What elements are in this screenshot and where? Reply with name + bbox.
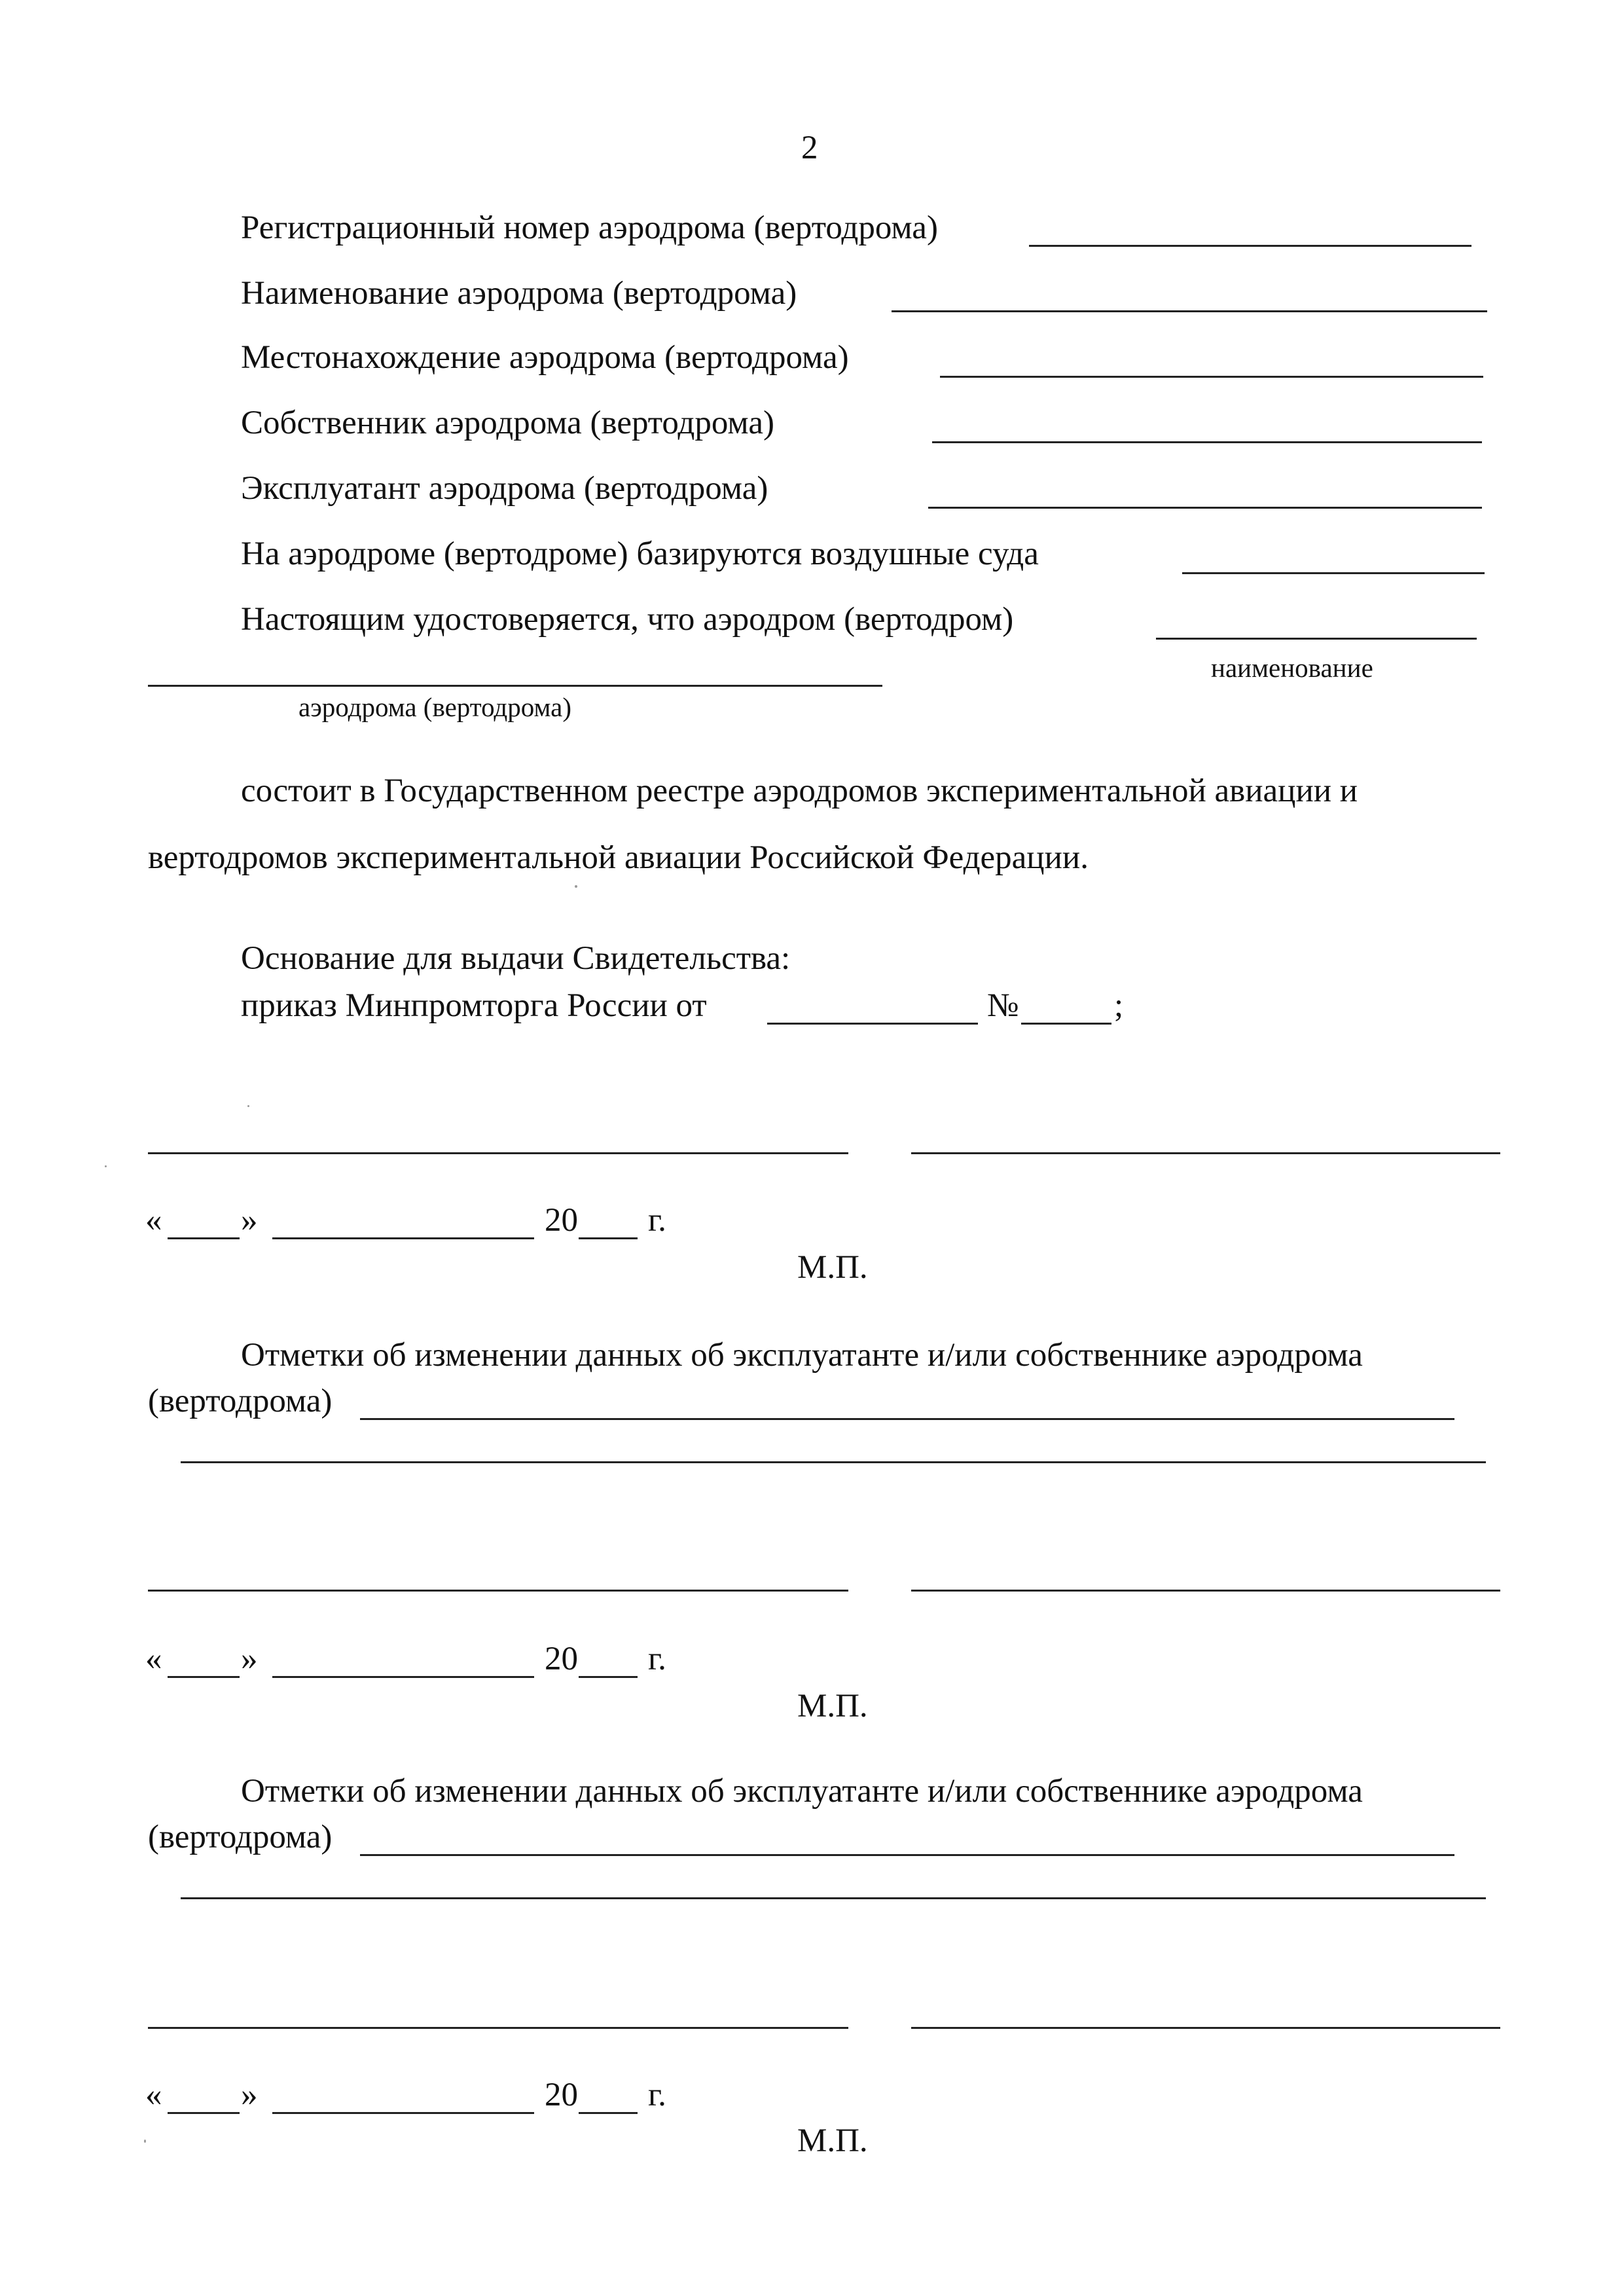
aerodrome-name-label: Наименование аэродрома (вертодрома) — [241, 275, 797, 312]
caption-name: наименование — [1211, 653, 1373, 683]
date-day-field-2[interactable] — [168, 1676, 240, 1678]
caption-aerodrome: аэродрома (вертодрома) — [298, 692, 572, 722]
aerodrome-name-continuation-field[interactable] — [148, 685, 882, 687]
order-date-field[interactable] — [767, 1023, 978, 1025]
date-year-suffix-3: г. — [648, 2077, 666, 2113]
registration-number-field[interactable] — [1029, 245, 1471, 247]
date-day-field-3[interactable] — [168, 2112, 240, 2114]
stamp-label-3: М.П. — [797, 2123, 868, 2159]
changes-cont-1: (вертодрома) — [148, 1383, 333, 1419]
operator-field[interactable] — [928, 507, 1482, 509]
certify-label: Настоящим удостоверяется, что аэродром (вертодром) — [241, 601, 1014, 638]
signature-name-field-2[interactable] — [911, 1590, 1500, 1592]
date-year-prefix-2: 20 — [545, 1641, 578, 1677]
date-year-suffix-2: г. — [648, 1641, 666, 1677]
changes-text-2: Отметки об изменении данных об эксплуатанте и/или собственнике аэродрома — [241, 1773, 1363, 1810]
date-open-quote-1: « — [145, 1202, 162, 1239]
date-open-quote-2: « — [145, 1641, 162, 1677]
date-month-field-2[interactable] — [272, 1676, 534, 1678]
signature-name-field-3[interactable] — [911, 2027, 1500, 2029]
scan-speck — [105, 1165, 107, 1167]
basis-order-label: приказ Минпромторга России от — [241, 987, 707, 1024]
based-aircraft-field[interactable] — [1182, 572, 1485, 574]
number-sign: № — [987, 987, 1019, 1024]
date-open-quote-3: « — [145, 2077, 162, 2113]
location-label: Местонахождение аэродрома (вертодрома) — [241, 339, 849, 376]
scan-speck — [247, 1105, 249, 1107]
changes-field-1a[interactable] — [360, 1418, 1454, 1420]
semicolon: ; — [1114, 987, 1124, 1024]
stamp-label-1: М.П. — [797, 1249, 868, 1286]
date-year-field-2[interactable] — [579, 1676, 638, 1678]
order-number-field[interactable] — [1021, 1023, 1111, 1025]
date-year-suffix-1: г. — [648, 1202, 666, 1239]
basis-title: Основание для выдачи Свидетельства: — [241, 940, 791, 977]
based-aircraft-label: На аэродроме (вертодроме) базируются воздушные суда — [241, 536, 1039, 572]
changes-field-2b[interactable] — [181, 1897, 1486, 1899]
owner-label: Собственник аэродрома (вертодрома) — [241, 405, 774, 441]
date-day-field-1[interactable] — [168, 1237, 240, 1239]
date-close-quote-2: » — [241, 1641, 258, 1677]
registry-statement-line-1: состоит в Государственном реестре аэродромов экспериментальной авиации и — [241, 773, 1358, 809]
date-year-field-3[interactable] — [579, 2112, 638, 2114]
date-close-quote-3: » — [241, 2077, 258, 2113]
changes-cont-2: (вертодрома) — [148, 1819, 333, 1855]
certify-field[interactable] — [1156, 638, 1477, 640]
signature-position-field-3[interactable] — [148, 2027, 848, 2029]
operator-label: Эксплуатант аэродрома (вертодрома) — [241, 470, 768, 507]
aerodrome-name-field[interactable] — [892, 310, 1487, 312]
date-month-field-3[interactable] — [272, 2112, 534, 2114]
registration-number-label: Регистрационный номер аэродрома (вертодрома) — [241, 210, 938, 246]
owner-field[interactable] — [932, 441, 1482, 443]
changes-field-2a[interactable] — [360, 1854, 1454, 1856]
signature-name-field-1[interactable] — [911, 1152, 1500, 1154]
date-year-prefix-3: 20 — [545, 2077, 578, 2113]
scan-speck — [144, 2140, 146, 2143]
page-number: 2 — [801, 130, 818, 166]
date-year-prefix-1: 20 — [545, 1202, 578, 1239]
changes-field-1b[interactable] — [181, 1461, 1486, 1463]
date-month-field-1[interactable] — [272, 1237, 534, 1239]
signature-position-field-1[interactable] — [148, 1152, 848, 1154]
location-field[interactable] — [940, 376, 1483, 378]
date-year-field-1[interactable] — [579, 1237, 638, 1239]
signature-position-field-2[interactable] — [148, 1590, 848, 1592]
scan-speck — [575, 885, 577, 888]
changes-text-1: Отметки об изменении данных об эксплуатанте и/или собственнике аэродрома — [241, 1337, 1363, 1374]
registry-statement-line-2: вертодромов экспериментальной авиации Российской Федерации. — [148, 839, 1089, 876]
date-close-quote-1: » — [241, 1202, 258, 1239]
stamp-label-2: М.П. — [797, 1688, 868, 1724]
